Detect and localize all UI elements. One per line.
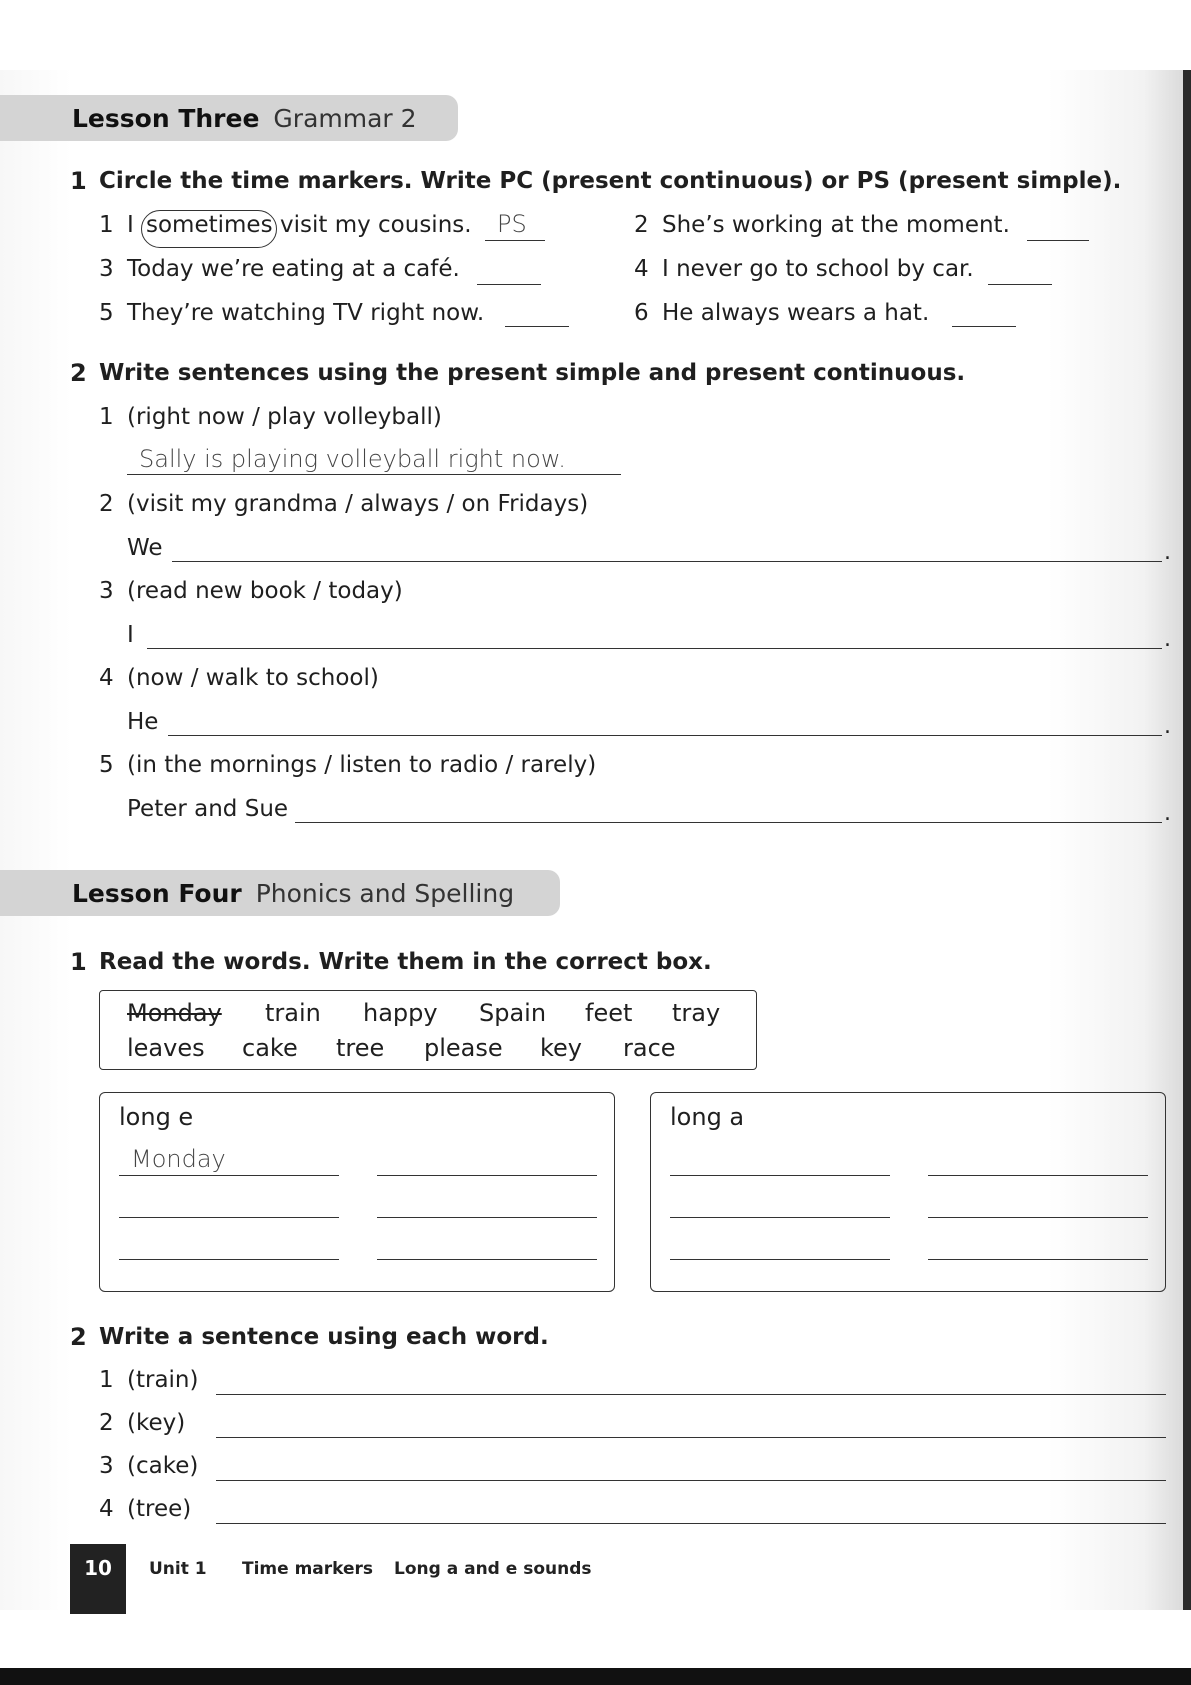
word: train <box>265 999 321 1027</box>
full-stop: . <box>1164 801 1171 826</box>
answer-line[interactable] <box>670 1259 890 1260</box>
answer-line[interactable] <box>670 1175 890 1176</box>
answer-line[interactable] <box>295 822 1162 823</box>
item-number: 6 <box>634 300 649 326</box>
exercise-number: 1 <box>70 167 87 195</box>
exercise-instruction: Write a sentence using each word. <box>99 1324 549 1350</box>
answer-line[interactable] <box>928 1259 1148 1260</box>
item-number: 1 <box>99 404 114 430</box>
item-number: 4 <box>99 665 114 691</box>
item-number: 2 <box>634 212 649 238</box>
word: tree <box>336 1034 385 1062</box>
word: please <box>424 1034 503 1062</box>
word: Spain <box>479 999 547 1027</box>
lesson-four-subtitle: Phonics and Spelling <box>255 878 515 908</box>
item-word: (train) <box>127 1367 199 1393</box>
word: feet <box>585 999 633 1027</box>
item-prompt: (now / walk to school) <box>127 665 379 691</box>
item-prompt: (right now / play volleyball) <box>127 404 442 430</box>
item-prompt: (read new book / today) <box>127 578 403 604</box>
word: cake <box>242 1034 298 1062</box>
circled-time-marker: sometimes <box>146 212 273 238</box>
word: happy <box>363 999 438 1027</box>
item-text-before: I <box>127 212 134 238</box>
answer-line[interactable] <box>377 1217 597 1218</box>
item-number: 2 <box>99 491 114 517</box>
answer-line[interactable] <box>119 1259 339 1260</box>
item-number: 3 <box>99 1453 114 1479</box>
answer-line[interactable] <box>485 240 545 241</box>
handwritten-answer: PS <box>497 210 527 238</box>
answer-line[interactable] <box>505 326 569 327</box>
item-word: (tree) <box>127 1496 192 1522</box>
footer-sounds: Long a and e sounds <box>394 1559 592 1579</box>
item-number: 4 <box>99 1496 114 1522</box>
long-e-box <box>99 1092 615 1292</box>
answer-line[interactable] <box>952 326 1016 327</box>
answer-line[interactable] <box>928 1217 1148 1218</box>
sentence-starter: We <box>127 535 163 561</box>
answer-line[interactable] <box>1027 240 1089 241</box>
answer-line[interactable] <box>477 284 541 285</box>
sentence-starter: He <box>127 709 159 735</box>
exercise-instruction: Circle the time markers. Write PC (present continuous) or PS (present simple). <box>99 168 1122 194</box>
answer-line[interactable] <box>377 1259 597 1260</box>
item-text: They’re watching TV right now. <box>127 300 485 326</box>
answer-line[interactable] <box>168 735 1162 736</box>
answer-line[interactable] <box>119 1175 339 1176</box>
long-a-title: long a <box>670 1103 745 1131</box>
answer-line[interactable] <box>216 1437 1166 1438</box>
long-a-box <box>650 1092 1166 1292</box>
item-number: 1 <box>99 212 114 238</box>
exercise-number: 1 <box>70 948 87 976</box>
lesson-three-title: Lesson Three <box>72 103 260 133</box>
answer-line[interactable] <box>147 648 1162 649</box>
exercise-number: 2 <box>70 359 87 387</box>
word: tray <box>672 999 721 1027</box>
full-stop: . <box>1164 714 1171 739</box>
word: leaves <box>127 1034 205 1062</box>
lesson-three-header <box>0 95 458 141</box>
item-number: 1 <box>99 1367 114 1393</box>
item-text: I never go to school by car. <box>662 256 974 282</box>
item-text: Today we’re eating at a café. <box>127 256 460 282</box>
handwritten-answer: Sally is playing volleyball right now. <box>139 445 566 473</box>
answer-line[interactable] <box>377 1175 597 1176</box>
sentence-starter: Peter and Sue <box>127 796 289 822</box>
sentence-starter: I <box>127 622 134 648</box>
lesson-four-header <box>0 870 560 916</box>
answer-line[interactable] <box>172 561 1162 562</box>
answer-line[interactable] <box>119 1217 339 1218</box>
item-word: (key) <box>127 1410 186 1436</box>
full-stop: . <box>1164 540 1171 565</box>
answer-line[interactable] <box>216 1523 1166 1524</box>
handwritten-answer: Monday <box>131 1145 226 1173</box>
item-word: (cake) <box>127 1453 199 1479</box>
exercise-instruction: Read the words. Write them in the correct box. <box>99 949 712 975</box>
footer-unit: Unit 1 <box>149 1559 207 1579</box>
item-number: 5 <box>99 752 114 778</box>
footer-topic: Time markers <box>242 1559 374 1579</box>
item-number: 2 <box>99 1410 114 1436</box>
lesson-four-title: Lesson Four <box>72 878 242 908</box>
word-crossed-out: Monday <box>127 999 222 1027</box>
exercise-number: 2 <box>70 1323 87 1351</box>
item-number: 3 <box>99 256 114 282</box>
item-text-after: visit my cousins. <box>280 212 472 238</box>
item-prompt: (visit my grandma / always / on Fridays) <box>127 491 589 517</box>
scan-bottom-band <box>0 1668 1191 1685</box>
item-prompt: (in the mornings / listen to radio / rarely) <box>127 752 597 778</box>
full-stop: . <box>1164 627 1171 652</box>
item-text: She’s working at the moment. <box>662 212 1010 238</box>
exercise-instruction: Write sentences using the present simple and present continuous. <box>99 360 966 386</box>
answer-line[interactable] <box>216 1480 1166 1481</box>
item-number: 5 <box>99 300 114 326</box>
item-number: 3 <box>99 578 114 604</box>
answer-line[interactable] <box>127 474 621 475</box>
answer-line[interactable] <box>670 1217 890 1218</box>
answer-line[interactable] <box>988 284 1052 285</box>
long-e-title: long e <box>119 1103 194 1131</box>
lesson-three-subtitle: Grammar 2 <box>273 103 417 133</box>
answer-line[interactable] <box>216 1394 1166 1395</box>
word-bank <box>99 990 757 1070</box>
word: race <box>623 1034 676 1062</box>
word: key <box>540 1034 583 1062</box>
page-edge-shadow <box>1183 70 1191 1610</box>
page-number: 10 <box>84 1556 112 1580</box>
item-number: 4 <box>634 256 649 282</box>
item-text: He always wears a hat. <box>662 300 930 326</box>
answer-line[interactable] <box>928 1175 1148 1176</box>
